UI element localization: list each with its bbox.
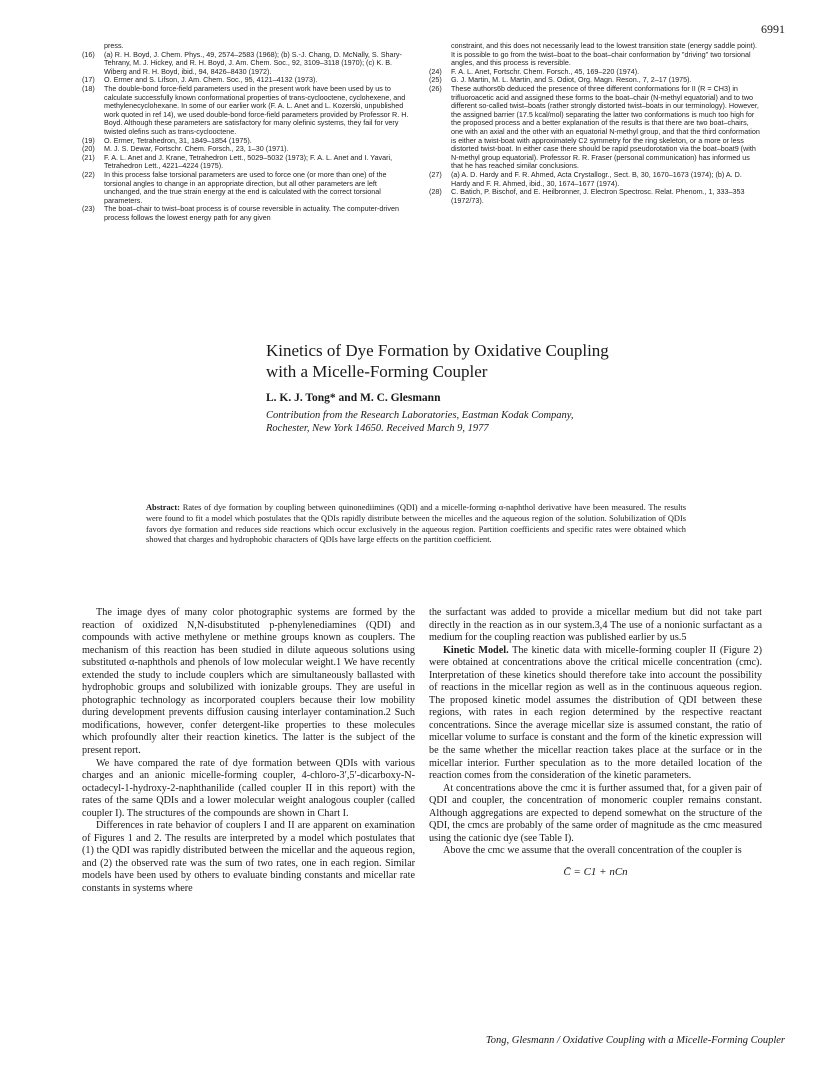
reference-number: (16) [82, 49, 95, 59]
affiliation-line-1: Contribution from the Research Laboratories, Eastman Kodak Company, [266, 410, 574, 421]
reference-number: (22) [82, 169, 95, 179]
reference-text: These authors6b deduced the presence of three different conformations for II (R = CH3) in trifluoroacetic acid and assigned these forms to the boat–chair (N-methyl equatorial) and to two different so-called twist–boats (rather strongly distorted twist–boats in our terminology). However, the assigned barrier (17.5 kcal/mol) separating the latter two conformations is much too high for the proposed process and a better explanation of the results is that there are two boat–chairs, one with an axial and the other with an equatorial N-methyl group, and that the third conformation is either a twist-boat with approximately C2 symmetry for the ring skeleton, or a more or less distorted twist-boat. In either case there should be rapid pseudorotation via the boat–boat9 (with N-methyl group equatorial). Professor R. R. Fraser (personal communication) has informed us that he has reached similar conclusions. [451, 83, 760, 171]
reference-text: M. J. S. Dewar, Fortschr. Chem. Forsch., 23, 1–30 (1971). [104, 144, 289, 154]
references-section [82, 42, 762, 222]
reference-item [429, 171, 762, 188]
page-number: 6991 [761, 22, 785, 36]
reference-item [429, 188, 762, 205]
reference-text: The boat–chair to twist–boat process is of course reversible in actuality. The computer-driven process follows the lowest energy path for any given [104, 204, 399, 222]
body-left-column [82, 607, 415, 896]
reference-item [429, 42, 762, 68]
section-heading-kinetic-model: Kinetic Model. [443, 644, 509, 656]
reference-item [82, 51, 415, 77]
reference-item [429, 85, 762, 171]
references-right-column [429, 42, 762, 222]
reference-text: O. Ermer and S. Lifson, J. Am. Chem. Soc., 95, 4121–4132 (1973). [104, 75, 318, 85]
reference-text: (a) R. H. Boyd, J. Chem. Phys., 49, 2574–2583 (1968); (b) S.-J. Chang, D. McNally, S. Shary-Tehrany, M. J. Hickey, and R. H. Boyd, J. Am. Chem. Soc., 92, 3109–3118 (1970); (c) K. B. Wiberg and R. H. Boyd, ibid., 94, 8426–8430 (1972). [104, 49, 402, 76]
kinetic-model-text: The kinetic data with micelle-forming coupler II (Figure 2) were obtained at concentrations above the critical micelle concentration (cmc). Interpretation of these kinetics should therefore take into account the possibility of reactions in the micellar region as well as in the continuous aqueous region. The proposed kinetic model assumes the distribution of QDI between these regions, with rates in each region determined by the respective reactant concentrations. Since the average micellar size is assumed constant, the ratio of micellar volume to surface is constant and the form of the kinetic expression will be the same whether the micellar reaction takes place at the surface or in the micellar interior. Further speculation as to the more detailed location of the reaction comes from the consideration of the kinetic parameters. [429, 644, 762, 782]
body-paragraph: At concentrations above the cmc it is further assumed that, for a given pair of QDI and coupler, the concentration of monomeric coupler remains constant. Although aggregations are expected to depend somewhat on the structure of the QDI, the cmcs are probably of the same order of magnitude as the cmc measured using the cationic dye (see Table I). [429, 782, 762, 844]
reference-text: C. Batich, P. Bischof, and E. Heilbronner, J. Electron Spectrosc. Relat. Phenom., 1, 333–353 (1972/73). [451, 187, 745, 205]
reference-item [82, 205, 415, 222]
reference-item [82, 171, 415, 205]
body-paragraph: We have compared the rate of dye formation between QDIs with various charges and an anionic micelle-forming coupler, 4-chloro-3′,5′-dicarboxy-N-octadecyl-1-hydroxy-2-naphthanilide (called coupler II in this report) with the rates of the same QDIs and a lower molecular weight analogous coupler (called coupler I). The structures of the compounds are shown in Chart I. [82, 757, 415, 819]
reference-text: O. Ermer, Tetrahedron, 31, 1849–1854 (1975). [104, 135, 252, 145]
affiliation-line-2: Rochester, New York 14650. Received March 9, 1977 [266, 423, 489, 434]
body-right-column [429, 607, 762, 896]
reference-number: (21) [82, 152, 95, 162]
references-left-column [82, 42, 415, 222]
reference-number: (25) [429, 75, 442, 85]
abstract-text: Rates of dye formation by coupling between quinonediimines (QDI) and a micelle-forming α-naphthol derivative have been measured. The results were found to fit a model which postulates that the QDIs rapidly distribute between the micelles and the aqueous region of the solution. Solubilization of QDIs favors dye formation and reduces side reactions which occur exclusively in the aqueous region. Partition coefficients and specific rates were obtained which showed that charges and hydrophobic characters of QDIs have large effects on the partition coefficient. [146, 503, 687, 545]
reference-number: (19) [82, 135, 95, 145]
reference-text: constraint, and this does not necessarily lead to the lowest transition state (energy saddle point). It is possible to go from the twist–boat to the boat–chair conformation by "driving" two torsional angles, and this process is reversible. [451, 41, 758, 68]
body-paragraph: Differences in rate behavior of couplers I and II are apparent on examination of Figures 1 and 2. The results are interpreted by a model which postulates that (1) the QDI was rapidly distributed between the micellar and the aqueous region, and (2) the observed rate was the sum of two rates, one in each region. Similar models have been used by others to evaluate binding constants and micellar rate constants in systems where [82, 820, 415, 895]
reference-item [82, 85, 415, 137]
reference-text: The double-bond force-field parameters used in the present work have been used by us to calculate successfully known conformational properties of trans-cyclooctene, cyclohexene, and methylenecyclohexane. In some of our earlier work (F. A. L. Anet and L. Kozerski, unpublished work quoted in ref 14), we used double-bond force-field parameters provided by Professor R. H. Boyd. Although these parameters are satisfactory for many olefinic systems, they fail for very twisted olefins such as trans-cyclooctene. [104, 83, 409, 136]
reference-text: press. [104, 41, 124, 50]
reference-text: F. A. L. Anet, Fortschr. Chem. Forsch., 45, 169–220 (1974). [451, 66, 640, 76]
reference-text: F. A. L. Anet and J. Krane, Tetrahedron Lett., 5029–5032 (1973); F. A. L. Anet and I. Yavari, Tetrahedron Lett., 4221–4224 (1975). [104, 152, 393, 171]
reference-number: (17) [82, 75, 95, 85]
reference-number: (26) [429, 83, 442, 93]
title-line-2: with a Micelle-Forming Coupler [266, 362, 488, 381]
body-paragraph: Above the cmc we assume that the overall concentration of the coupler is [443, 845, 742, 857]
kinetic-model-paragraph [429, 645, 762, 783]
title-line-1: Kinetics of Dye Formation by Oxidative Coupling [266, 341, 609, 360]
reference-number: (18) [82, 83, 95, 93]
equation: C̄ = C1 + nCn [563, 865, 628, 878]
reference-text: (a) A. D. Hardy and F. R. Ahmed, Acta Crystallogr., Sect. B, 30, 1670–1673 (1974); (b) A. D. Hardy and F. R. Ahmed, ibid., 30, 1674–1677 (1974). [451, 169, 742, 188]
abstract-label: Abstract: [146, 503, 180, 512]
authors: L. K. J. Tong* and M. C. Glesmann [266, 392, 441, 404]
abstract [146, 503, 686, 546]
reference-number: (23) [82, 204, 95, 214]
reference-text: In this process false torsional parameters are used to force one (or more than one) of the torsional angles to change in an appropriate direction, but all other parameters are left unchanged, and the true strain energy at the end is calculated with the correct torsional parameters. [104, 169, 387, 205]
reference-number: (24) [429, 66, 442, 76]
affiliation [266, 409, 786, 435]
reference-number: (28) [429, 187, 442, 197]
reference-number: (27) [429, 169, 442, 179]
body-paragraph: The image dyes of many color photographic systems are formed by the reaction of oxidized N,N-disubstituted p-phenylenediamines (QDI) and compounds with active methylene or methine groups known as couplers. The mechanism of this reaction has been studied in dilute aqueous solutions using substituted α-naphthols and phenols of low molecular weight.1 We have recently extended the study to include couplers which are simultaneously ballasted with hydrophobic groups and solubilized with ionizable groups. They are useful in photographic technology as incorporated couplers because their low mobility during development prevents diffusion causing interlayer contamination.2 Such modifications, however, confer detergent-like properties to these molecules which profoundly alter their reaction kinetics. The latter is the subject of the present report. [82, 607, 415, 757]
reference-item [82, 154, 415, 171]
article-title [266, 340, 786, 382]
reference-text: G. J. Martin, M. L. Martin, and S. Odiot, Org. Magn. Reson., 7, 2–17 (1975). [451, 75, 692, 85]
reference-number: (20) [82, 144, 95, 154]
running-footer: Tong, Glesmann / Oxidative Coupling with a Micelle-Forming Coupler [485, 1035, 785, 1046]
body-paragraph: the surfactant was added to provide a micellar medium but did not take part directly in the reaction as in our system.3,4 The use of a nonionic surfactant as a medium for the coupling reaction was published earlier by us.5 [429, 607, 762, 644]
article-body [82, 607, 762, 896]
